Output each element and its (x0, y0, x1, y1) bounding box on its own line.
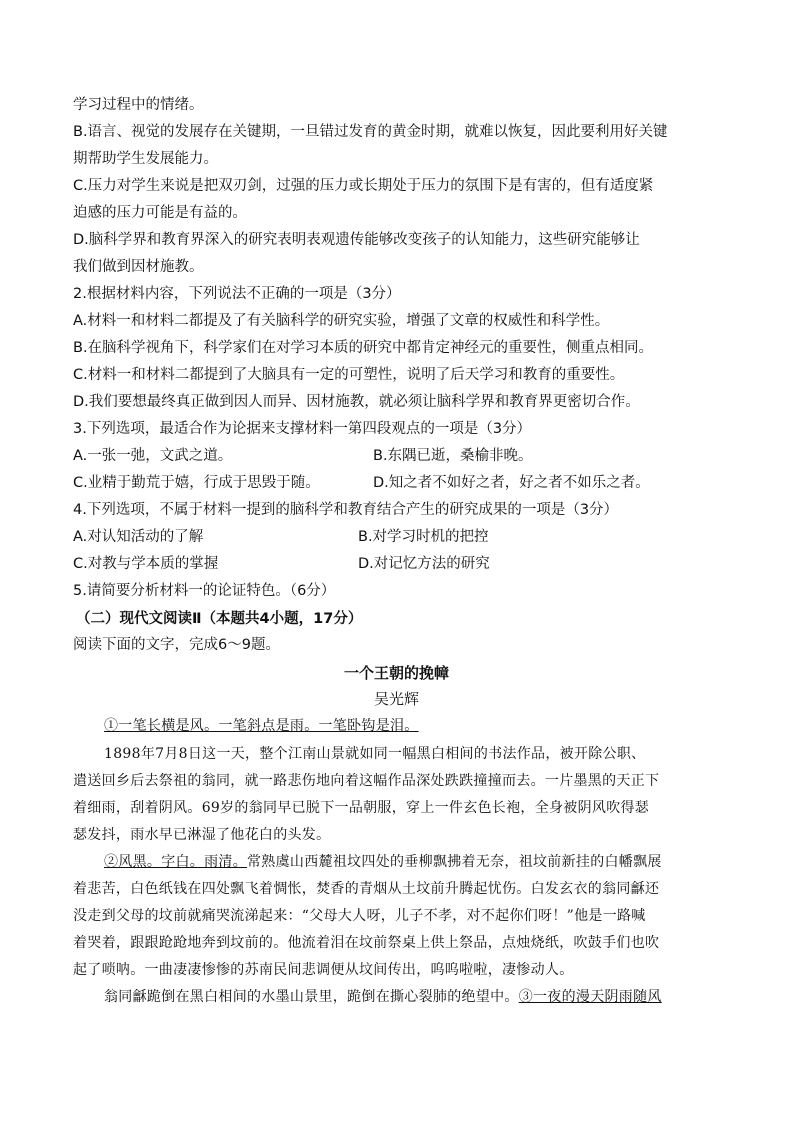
q4-option-c: C.对教与学本质的掌握 (73, 556, 219, 572)
paragraph-line: 瑟发抖，雨水早已淋湿了他花白的头发。 (73, 827, 331, 843)
option-c: C.材料一和材料二都提到了大脑具有一定的可塑性，说明了后天学习和教育的重要性。 (73, 367, 625, 383)
paragraph-text: 常熟虞山西麓祖坟四处的垂柳飘拂着无奈，祖坟前新挂的白幡飘展 (247, 854, 662, 870)
question-3-stem: 3.下列选项，最适合作为论据来支撑材料一第四段观点的一项是（3分） (73, 421, 532, 437)
option-d: D.我们要想最终真正做到因人而异、因材施教，就必须让脑科学界和教育界更密切合作。 (73, 394, 640, 410)
text-line: 学习过程中的情绪。 (73, 97, 204, 113)
instruction: 阅读下面的文字，完成6～9题。 (73, 637, 280, 653)
article-title: 一个王朝的挽幛 (343, 664, 449, 682)
paragraph-line: 没走到父母的坟前就痛哭流涕起来：“父母大人呀，儿子不孝，对不起你们呀！”他是一路喊 (73, 908, 646, 924)
section-heading: （二）现代文阅读Ⅱ（本题共4小题，17分） (76, 611, 363, 627)
text-line: 期帮助学生发展能力。 (73, 151, 218, 167)
q3-option-row (73, 473, 733, 493)
text-line: 我们做到因材施教。 (73, 259, 204, 275)
question-4-stem: 4.下列选项，不属于材料一提到的脑科学和教育结合产生的研究成果的一项是（3分） (73, 502, 619, 518)
paragraph-line: 起了唢呐。一曲凄凄惨惨的苏南民间悲调便从坟间传出，呜呜啦啦，凄惨动人。 (73, 962, 574, 978)
option-b: B.在脑科学视角下，科学家们在对学习本质的研究中都肯定神经元的重要性，侧重点相同。 (73, 340, 654, 356)
text-line: D.脑科学界和教育界深入的研究表明表观遗传能够改变孩子的认知能力，这些研究能够让 (73, 232, 640, 248)
paragraph-line (104, 852, 764, 872)
paragraph-line: 着细雨，刮着阴风。69岁的翁同早已脱下一品朝服，穿上一件玄色长袍，全身被阴风吹得瑟 (73, 800, 650, 816)
q4-option-d: D.对记忆方法的研究 (358, 556, 490, 572)
paragraph-line: 着哭着，跟跟跄跄地奔到坟前的。他流着泪在坟前祭桌上供上祭品，点烛烧纸，吹鼓手们也吹 (73, 935, 660, 951)
article-author: 吴光辉 (373, 690, 419, 708)
text-line: C.压力对学生来说是把双刃剑，过强的压力或长期处于压力的氛围下是有害的，但有适度紧 (73, 178, 654, 194)
q3-option-a: A.一张一弛，文武之道。 (73, 448, 233, 464)
paragraph-line: 1898年7月8日这一天，整个江南山景就如同一幅黑白相间的书法作品，被开除公职、 (104, 746, 646, 762)
q3-option-b: B.东隅已逝，桑榆非晚。 (373, 448, 533, 464)
paragraph-line: 遣送回乡后去祭祖的翁同，就一路悲伤地向着这幅作品深处跌跌撞撞而去。一片墨黑的天正下 (73, 773, 660, 789)
q4-option-row (73, 554, 733, 574)
q3-option-d: D.知之者不如好之者，好之者不如乐之者。 (373, 475, 650, 491)
q4-option-a: A.对认知活动的了解 (73, 529, 204, 545)
text-line: B.语言、视觉的发展存在关键期，一旦错过发育的黄金时期，就难以恢复，因此要利用好关键 (73, 124, 668, 140)
underlined-sentence-2: ②风黑。字白。雨清。 (104, 854, 247, 870)
question-2-stem: 2.根据材料内容，下列说法不正确的一项是（3分） (73, 286, 401, 302)
paragraph-line: 着悲苦，白色纸钱在四处飘飞着惆怅，焚香的青烟从土坟前升腾起忧伤。白发玄衣的翁同龢还 (73, 881, 660, 897)
option-a: A.材料一和材料二都提及了有关脑科学的研究实验，增强了文章的权威性和科学性。 (73, 313, 610, 329)
q4-option-b: B.对学习时机的把控 (358, 529, 489, 545)
paragraph-text: 翁同龢跪倒在黑白相间的水墨山景里，跪倒在撕心裂肺的绝望中。 (104, 989, 519, 1005)
q3-option-c: C.业精于勤荒于嬉，行成于思毁于随。 (73, 475, 320, 491)
question-5: 5.请简要分析材料一的论证特色。（6分） (73, 583, 336, 599)
underlined-sentence-3: ③一夜的漫天阴雨随风 (518, 989, 662, 1005)
q4-option-row (73, 527, 733, 547)
q3-option-row (73, 446, 733, 466)
text-line: 迫感的压力可能是有益的。 (73, 205, 247, 221)
paragraph-line (104, 987, 764, 1007)
underlined-sentence-1: ①一笔长横是风。一笔斜点是雨。一笔卧钩是泪。 (104, 718, 419, 734)
paragraph-1 (104, 716, 764, 736)
